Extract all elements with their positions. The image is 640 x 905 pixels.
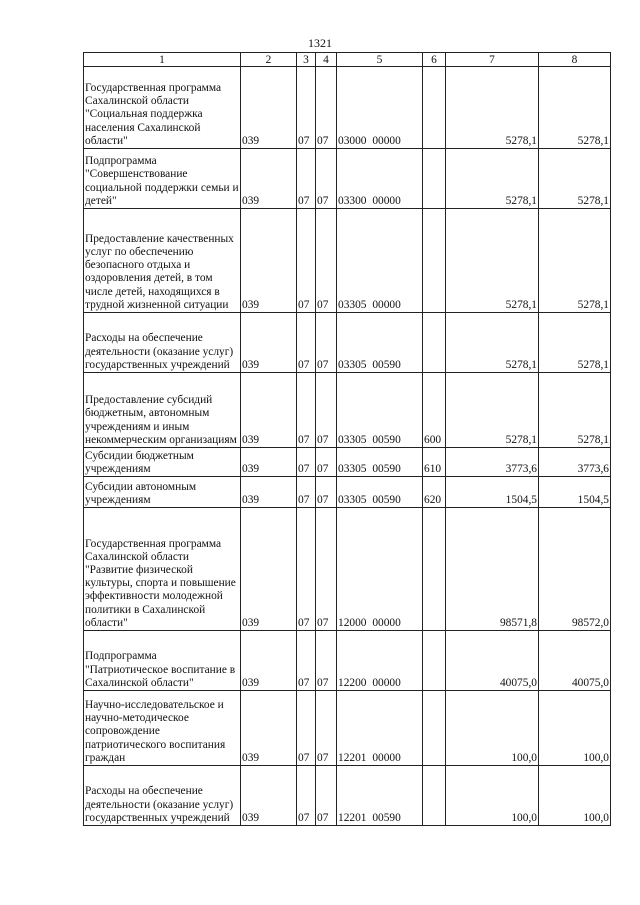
section-code: 07 [297, 313, 316, 373]
amount-col7: 100,0 [446, 691, 539, 766]
amount-col8: 98572,0 [539, 508, 611, 631]
subsection-code: 07 [316, 766, 337, 826]
ministry-code: 039 [241, 631, 297, 691]
column-header: 1 [84, 53, 241, 67]
section-code: 07 [297, 508, 316, 631]
row-name: Предоставление качественных услуг по обеспечению безопасного отдыха и оздоровления детей, в том числе детей, находящихся в трудной жизненной ситуации [84, 209, 241, 313]
subsection-code: 07 [316, 149, 337, 209]
column-header: 8 [539, 53, 611, 67]
subsection-code: 07 [316, 508, 337, 631]
table-row [84, 313, 611, 373]
section-code: 07 [297, 67, 316, 149]
expense-type-code [423, 508, 446, 631]
expense-type-code [423, 209, 446, 313]
amount-col8: 100,0 [539, 691, 611, 766]
ministry-code: 039 [241, 373, 297, 448]
subsection-code: 07 [316, 477, 337, 508]
amount-col8: 5278,1 [539, 209, 611, 313]
table-row [84, 631, 611, 691]
subsection-code: 07 [316, 209, 337, 313]
row-name: Субсидии бюджетным учреждениям [84, 448, 241, 477]
expense-type-code: 600 [423, 373, 446, 448]
target-article-code: 03305 00000 [337, 209, 423, 313]
target-article-code: 03305 00590 [337, 448, 423, 477]
subsection-code: 07 [316, 691, 337, 766]
column-header: 2 [241, 53, 297, 67]
table-row [84, 766, 611, 826]
column-header: 3 [297, 53, 316, 67]
expense-type-code [423, 149, 446, 209]
section-code: 07 [297, 448, 316, 477]
amount-col8: 5278,1 [539, 67, 611, 149]
subsection-code: 07 [316, 313, 337, 373]
subsection-code: 07 [316, 448, 337, 477]
ministry-code: 039 [241, 209, 297, 313]
ministry-code: 039 [241, 477, 297, 508]
section-code: 07 [297, 209, 316, 313]
amount-col8: 40075,0 [539, 631, 611, 691]
subsection-code: 07 [316, 67, 337, 149]
page-number: 1321 [308, 36, 332, 50]
ministry-code: 039 [241, 67, 297, 149]
row-name: Подпрограмма "Патриотическое воспитание в Сахалинской области" [84, 631, 241, 691]
ministry-code: 039 [241, 508, 297, 631]
target-article-code: 03305 00590 [337, 313, 423, 373]
amount-col7: 40075,0 [446, 631, 539, 691]
table-row [84, 477, 611, 508]
expense-type-code [423, 691, 446, 766]
ministry-code: 039 [241, 149, 297, 209]
target-article-code: 12201 00000 [337, 691, 423, 766]
expense-type-code [423, 766, 446, 826]
section-code: 07 [297, 149, 316, 209]
row-name: Научно-исследовательское и научно-методическое сопровождение патриотического воспитания граждан [84, 691, 241, 766]
amount-col7: 5278,1 [446, 149, 539, 209]
amount-col7: 1504,5 [446, 477, 539, 508]
budget-table [83, 52, 611, 826]
table-row [84, 508, 611, 631]
target-article-code: 03300 00000 [337, 149, 423, 209]
target-article-code: 12200 00000 [337, 631, 423, 691]
amount-col7: 5278,1 [446, 313, 539, 373]
amount-col8: 100,0 [539, 766, 611, 826]
amount-col8: 3773,6 [539, 448, 611, 477]
table-row [84, 149, 611, 209]
subsection-code: 07 [316, 631, 337, 691]
table-row [84, 67, 611, 149]
table-row [84, 448, 611, 477]
row-name: Государственная программа Сахалинской области "Социальная поддержка населения Сахалинской области" [84, 67, 241, 149]
amount-col7: 5278,1 [446, 373, 539, 448]
column-header: 5 [337, 53, 423, 67]
row-name: Расходы на обеспечение деятельности (оказание услуг) государственных учреждений [84, 313, 241, 373]
amount-col7: 3773,6 [446, 448, 539, 477]
target-article-code: 03000 00000 [337, 67, 423, 149]
amount-col7: 5278,1 [446, 209, 539, 313]
target-article-code: 03305 00590 [337, 373, 423, 448]
row-name: Предоставление субсидий бюджетным, автономным учреждениям и иным некоммерческим организациям [84, 373, 241, 448]
amount-col8: 5278,1 [539, 149, 611, 209]
amount-col8: 1504,5 [539, 477, 611, 508]
amount-col7: 5278,1 [446, 67, 539, 149]
row-name: Подпрограмма "Совершенствование социальной поддержки семьи и детей" [84, 149, 241, 209]
expense-type-code [423, 67, 446, 149]
ministry-code: 039 [241, 448, 297, 477]
amount-col7: 98571,8 [446, 508, 539, 631]
ministry-code: 039 [241, 766, 297, 826]
column-header: 4 [316, 53, 337, 67]
expense-type-code: 620 [423, 477, 446, 508]
expense-type-code [423, 313, 446, 373]
table-row [84, 691, 611, 766]
section-code: 07 [297, 631, 316, 691]
amount-col7: 100,0 [446, 766, 539, 826]
table-header-row [84, 53, 611, 67]
ministry-code: 039 [241, 691, 297, 766]
section-code: 07 [297, 373, 316, 448]
amount-col8: 5278,1 [539, 373, 611, 448]
expense-type-code: 610 [423, 448, 446, 477]
table-row [84, 373, 611, 448]
table-row [84, 209, 611, 313]
row-name: Субсидии автономным учреждениям [84, 477, 241, 508]
column-header: 7 [446, 53, 539, 67]
expense-type-code [423, 631, 446, 691]
section-code: 07 [297, 766, 316, 826]
target-article-code: 03305 00590 [337, 477, 423, 508]
row-name: Государственная программа Сахалинской области "Развитие физической культуры, спорта и повышение эффективности молодежной политики в Сахалинской области" [84, 508, 241, 631]
row-name: Расходы на обеспечение деятельности (оказание услуг) государственных учреждений [84, 766, 241, 826]
ministry-code: 039 [241, 313, 297, 373]
target-article-code: 12000 00000 [337, 508, 423, 631]
amount-col8: 5278,1 [539, 313, 611, 373]
subsection-code: 07 [316, 373, 337, 448]
column-header: 6 [423, 53, 446, 67]
target-article-code: 12201 00590 [337, 766, 423, 826]
section-code: 07 [297, 477, 316, 508]
section-code: 07 [297, 691, 316, 766]
